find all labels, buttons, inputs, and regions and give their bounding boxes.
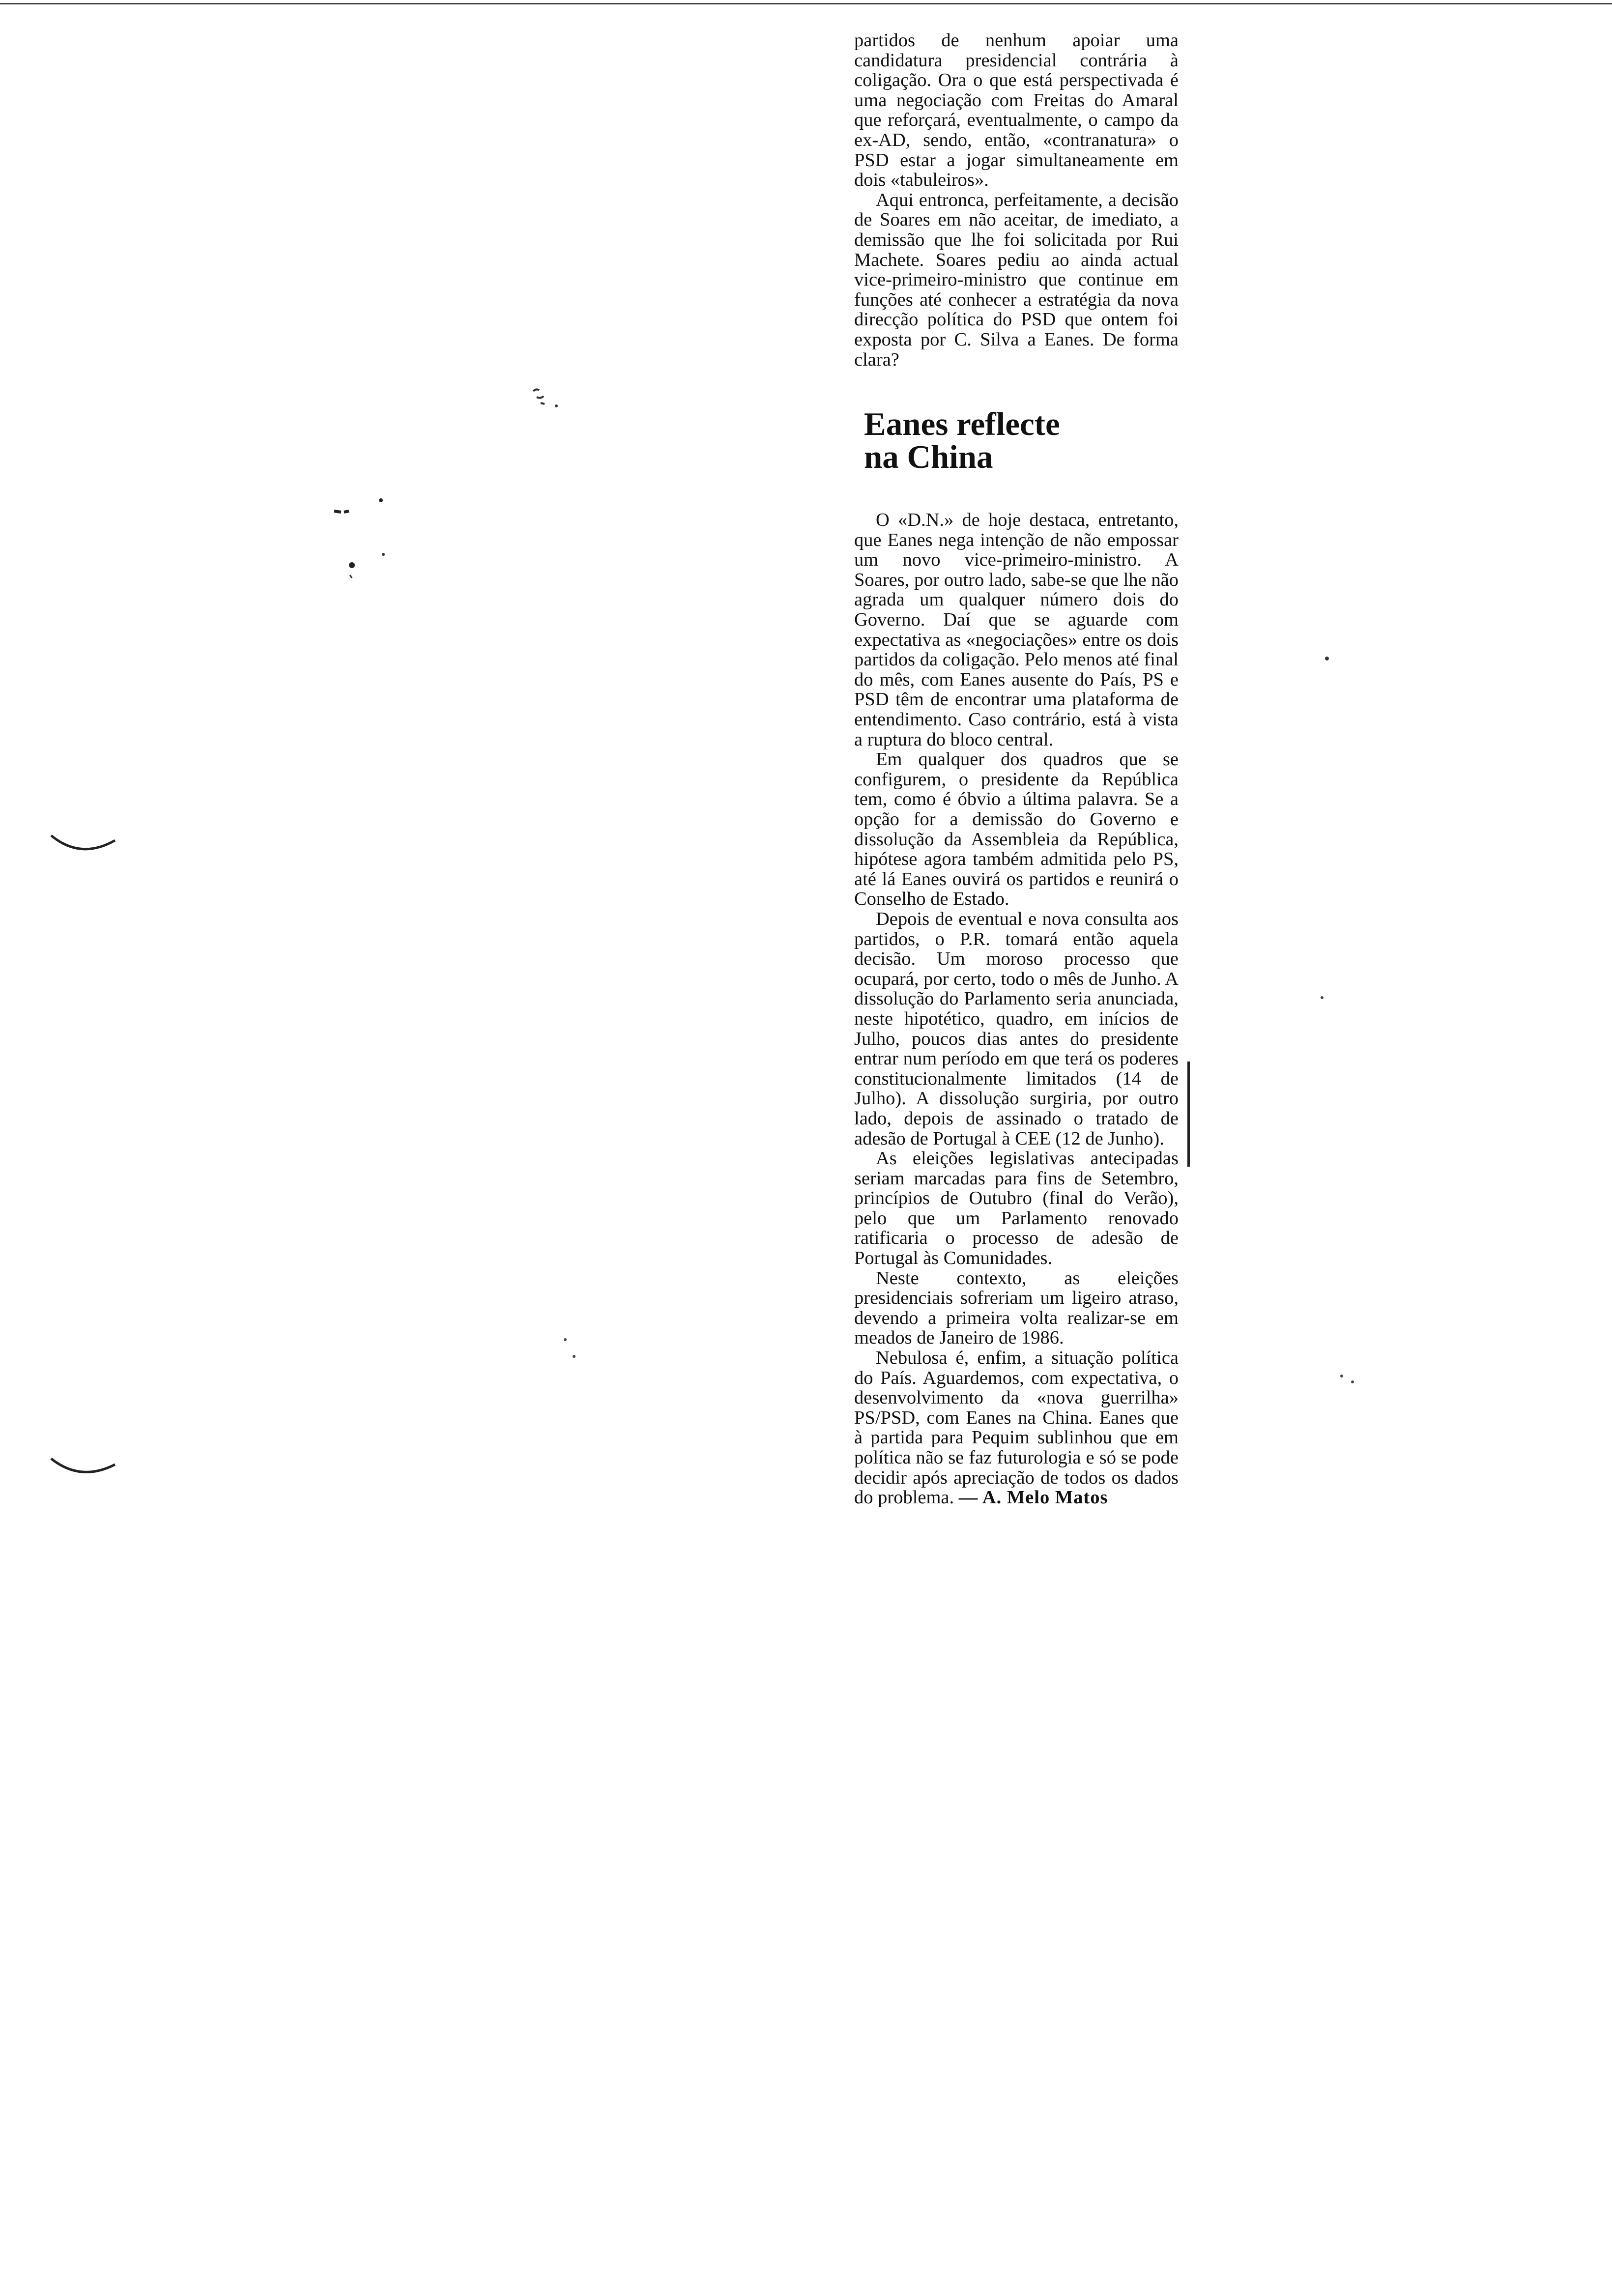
scan-speck-marks	[0, 0, 639, 1671]
scan-speck	[1340, 1375, 1343, 1378]
paragraph: Nebulosa é, enfim, a situação política do País. Aguardemos, com expectativa, o desenvolvimento da «nova guerrilha» PS/PSD, com Eanes na China. Eanes que à partida para Pequim sublinhou que em política não se faz futurologia e só se pode decidir após apreciação de todos os dados do problema.	[854, 1348, 1179, 1508]
scan-speck	[350, 575, 352, 578]
scan-speck	[334, 511, 349, 512]
scan-speck	[382, 553, 385, 556]
paragraph: O «D.N.» de hoje destaca, entretanto, que Eanes nega intenção de não empossar um novo vice-primeiro-ministro. A Soares, por outro lado, sabe-se que lhe não agrada um qualquer número dois do Governo. Daí que se aguarde com expectativa as «negociações» entre os dois partidos da coligação. Pelo menos até final do mês, com Eanes ausente do País, PS e PSD têm de encontrar uma plataforma de entendimento. Caso contrário, está à vista a ruptura do bloco central.	[854, 510, 1179, 750]
punch-hole-mark	[51, 1459, 115, 1472]
paragraph: Depois de eventual e nova consulta aos partidos, o P.R. tomará então aquela decisão. Um moroso processo que ocupará, por certo, todo o mês de Junho. A dissolução do Parlamento seria anunciada, neste hipotético, quadro, em inícios de Julho, poucos dias antes do presidente entrar num período em que terá os poderes constitucionalmente limitados (14 de Julho). A dissolução surgiria, por outro lado, depois de assinado o tratado de adesão de Portugal à CEE (12 de Junho).	[854, 908, 1179, 1149]
punch-hole-mark	[51, 835, 115, 849]
headline-line: na China	[864, 439, 993, 476]
paragraph: Aqui entronca, perfeitamente, a decisão de Soares em não aceitar, de imediato, a demissão que lhe foi solicitada por Rui Machete. Soares pediu ao ainda actual vice-primeiro-ministro que continue em funções até conhecer a estratégia da nova direcção política do PSD que ontem foi exposta por C. Silva a Eanes. De forma clara?	[854, 189, 1179, 370]
paragraph: As eleições legislativas antecipadas seriam marcadas para fins de Setembro, princípios de Outubro (final do Verão), pelo que um Parlamento renovado ratificaria o processo de adesão de Portugal às Comunidades.	[854, 1148, 1179, 1269]
scan-speck	[1325, 657, 1329, 660]
paragraph: Em qualquer dos quadros que se configurem, o presidente da República tem, como é óbvio a última palavra. Se a opção for a demissão do Governo e dissolução da Assembleia da República, hipótese agora também admitida pelo PS, até lá Eanes ouvirá os partidos e reunirá o Conselho de Estado.	[854, 749, 1179, 910]
scan-speck	[555, 404, 558, 407]
byline: — A. Melo Matos	[958, 1487, 1108, 1508]
body-text	[854, 510, 1179, 1508]
scan-speck	[1321, 996, 1324, 999]
scan-speck	[349, 562, 355, 568]
paragraph: partidos de nenhum apoiar uma candidatura presidencial contrária à coligação. Ora o que está perspectivada é uma negociação com Freitas do Amaral que reforçará, eventualmente, o campo da ex-AD, sendo, então, «contranatura» o PSD estar a jogar simultaneamente em dois «tabuleiros».	[854, 30, 1179, 191]
headline-line: Eanes reflecte	[864, 406, 1060, 443]
paragraph-with-byline	[854, 1348, 1179, 1508]
scan-speck-marks-right	[1278, 0, 1612, 1671]
scan-speck	[533, 389, 545, 404]
margin-marker-line	[1187, 1062, 1190, 1167]
scan-speck	[1351, 1380, 1354, 1383]
scan-speck	[379, 498, 383, 502]
paragraph: Neste contexto, as eleições presidenciais sofreriam um ligeiro atraso, devendo a primeira volta realizar-se em meados de Janeiro de 1986.	[854, 1267, 1179, 1349]
scan-speck	[573, 1355, 576, 1358]
article-column	[854, 30, 1179, 1508]
intro-text	[854, 30, 1179, 370]
scan-speck	[564, 1338, 567, 1341]
article-headline	[854, 408, 1179, 474]
